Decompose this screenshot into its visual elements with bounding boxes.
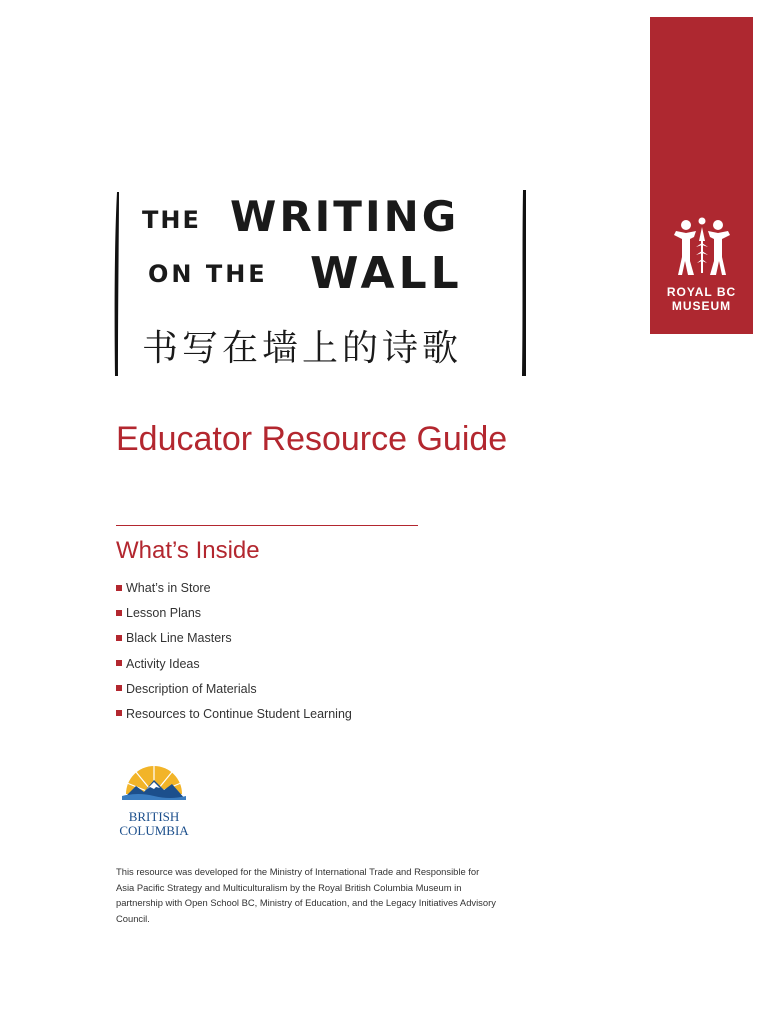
title-the: THE: [142, 206, 201, 234]
title-writing: WRITING: [230, 192, 460, 241]
list-item: [116, 681, 352, 706]
bullet-icon: [116, 585, 122, 591]
title-chinese: 书写在墙上的诗歌: [142, 328, 463, 369]
credit-paragraph: This resource was developed for the Ministry of International Trade and Responsible for Asia Pacific Strategy and Multiculturalism by the Royal British Columbia Museum in partnership with Open School BC, Ministry of Education, and the Legacy Initiatives Advisory Council.: [116, 866, 496, 924]
whats-inside-heading: What’s Inside: [116, 537, 260, 564]
bc-logo-line1: BRITISH: [128, 809, 180, 824]
whats-inside-list: [116, 580, 352, 731]
list-item: [116, 656, 352, 681]
bc-logo-text: [112, 810, 196, 838]
section-divider: [116, 525, 418, 526]
dancing-figures-icon: [672, 217, 732, 279]
title-on-the: ON THE: [148, 260, 268, 288]
list-item-text: Resources to Continue Student Learning: [126, 706, 352, 721]
exhibition-title: [112, 190, 532, 380]
list-item-text: Activity Ideas: [126, 656, 200, 671]
royal-bc-museum-badge: [650, 17, 753, 334]
guide-title: Educator Resource Guide: [116, 420, 508, 458]
left-brush-stroke: [112, 190, 120, 378]
bullet-icon: [116, 710, 122, 716]
list-item-text: What’s in Store: [126, 581, 211, 595]
museum-name-line2: MUSEUM: [671, 299, 732, 313]
bullet-icon: [116, 610, 122, 616]
list-item-text: Description of Materials: [126, 681, 257, 696]
sun-mountain-icon: [122, 766, 186, 800]
list-item-text: Lesson Plans: [126, 606, 202, 621]
bullet-icon: [116, 685, 122, 691]
list-item: [116, 630, 352, 655]
title-wall: WALL: [310, 248, 463, 299]
british-columbia-logo: [112, 766, 196, 842]
bullet-icon: [116, 660, 122, 666]
list-item: [116, 706, 352, 731]
list-item: [116, 580, 352, 605]
museum-name-line1: ROYAL BC: [666, 285, 737, 299]
list-item: [116, 605, 352, 630]
right-brush-stroke: [520, 190, 528, 378]
museum-name: [650, 285, 753, 313]
bullet-icon: [116, 635, 122, 641]
bc-logo-line2: COLUMBIA: [119, 823, 189, 838]
list-item-text: Black Line Masters: [126, 631, 232, 646]
